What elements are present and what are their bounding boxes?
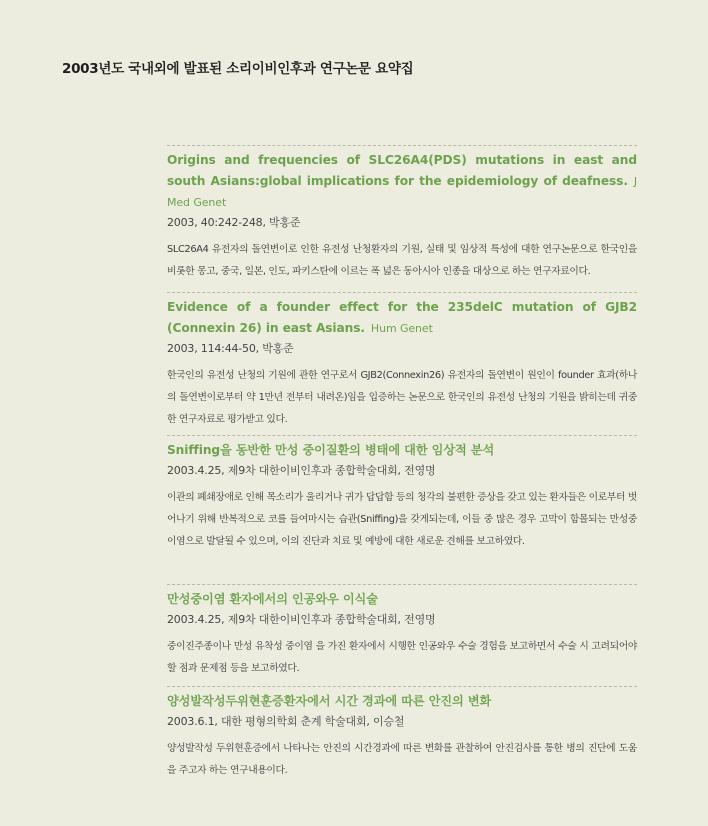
article-abstract: 이관의 폐쇄장애로 인해 목소리가 울리거나 귀가 답답함 등의 청각의 불편한 증상을 갖고 있는 환자들은 이로부터 벗어나기 위해 반복적으로 코를 들여마시는 습관(Sniffing)을 갖게되는데, 이들 중 많은 경우 고막이 함몰되는 만성중이염으로 발달될 수 있으며, 이의 진단과 치료 및 예방에 대한 새로운 견해를 보고하였다. — [167, 492, 637, 547]
article-meta: 2003.6.1, 대한 평형의학회 춘계 학술대회, 이승철 — [167, 715, 405, 728]
article-abstract: 한국인의 유전성 난청의 기원에 관한 연구로서 GJB2(Connexin26) 유전자의 돌연변이 원인이 founder 효과(하나의 돌연변이로부터 약 1만년 전부터 내려온)임을 입증하는 논문으로 한국인의 유전성 난청의 기원을 밝히는데 귀중한 연구자료로 평가받고 있다. — [167, 370, 637, 425]
article-title — [167, 150, 637, 213]
article-entry — [167, 292, 637, 425]
article-title-text: 만성중이염 환자에서의 인공와우 이식술 — [167, 592, 378, 606]
article-entry — [167, 145, 637, 276]
article-meta: 2003.4.25, 제9차 대한이비인후과 종합학술대회, 전영명 — [167, 613, 436, 626]
article-list — [167, 145, 637, 781]
article-title — [167, 589, 637, 610]
article-entry — [167, 584, 637, 674]
article-title-text: Evidence of a founder effect for the 235delC mutation of GJB2 (Connexin 26) in east Asians. — [167, 300, 637, 335]
article-meta: 2003.4.25, 제9차 대한이비인후과 종합학술대회, 전영명 — [167, 464, 436, 477]
article-abstract: 양성발작성 두위현훈증에서 나타나는 안진의 시간경과에 따른 변화를 관찰하여 안진검사를 통한 병의 진단에 도움을 주고자 하는 연구내용이다. — [167, 743, 637, 776]
article-title-text: 양성발작성두위현훈증환자에서 시간 경과에 따른 안진의 변화 — [167, 694, 492, 708]
article-journal: Hum Genet — [370, 322, 433, 335]
article-entry — [167, 435, 637, 568]
article-title — [167, 691, 637, 712]
article-title — [167, 440, 637, 461]
article-title-text: Sniffing을 동반한 만성 중이질환의 병태에 대한 임상적 분석 — [167, 443, 495, 457]
article-entry — [167, 686, 637, 781]
page-title: 2003년도 국내외에 발표된 소리이비인후과 연구논문 요약집 — [62, 61, 414, 77]
article-journal: J Med Genet — [167, 175, 637, 209]
article-meta: 2003, 40:242-248, 박홍준 — [167, 216, 301, 229]
article-meta: 2003, 114:44-50, 박홍준 — [167, 342, 294, 355]
article-abstract: SLC26A4 유전자의 돌연변이로 인한 유전성 난청환자의 기원, 실태 및 임상적 특성에 대한 연구논문으로 한국인을 비롯한 몽고, 중국, 일본, 인도, 파키스탄에 이르는 폭 넓은 동아시아 인종을 대상으로 하는 연구자료이다. — [167, 244, 637, 277]
article-abstract: 중이진주종이나 만성 유착성 중이염 을 가진 환자에서 시행한 인공와우 수술 경험을 보고하면서 수술 시 고려되어야 할 점과 문제점 등을 보고하였다. — [167, 641, 637, 674]
article-title — [167, 297, 637, 339]
article-title-text: Origins and frequencies of SLC26A4(PDS) mutations in east and south Asians:global implications for the epidemiology of deafness. — [167, 153, 637, 188]
